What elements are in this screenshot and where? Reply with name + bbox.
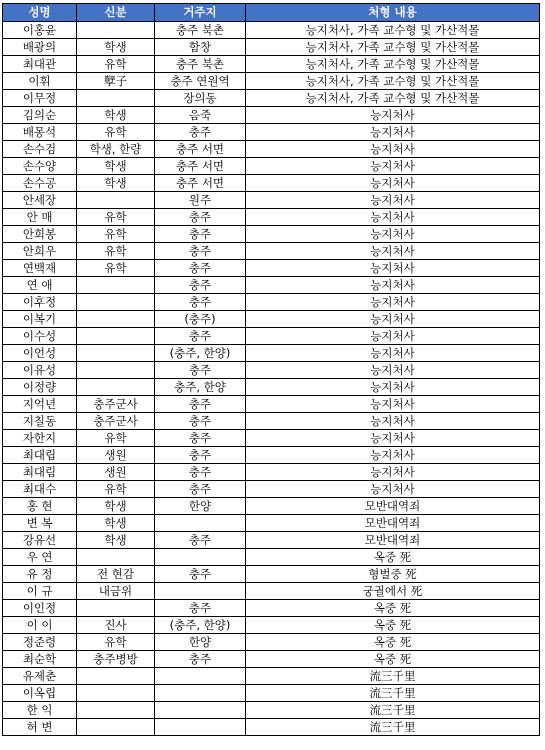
table-row bbox=[3, 583, 540, 600]
cell-residence: 충주, 한양 bbox=[155, 379, 246, 396]
cell-name: 한 익 bbox=[3, 702, 77, 719]
table-row bbox=[3, 192, 540, 209]
table-row bbox=[3, 549, 540, 566]
cell-punishment: 모반대역죄 bbox=[246, 515, 540, 532]
cell-name: 손수공 bbox=[3, 175, 77, 192]
table-row bbox=[3, 702, 540, 719]
cell-residence: 충주 bbox=[155, 328, 246, 345]
cell-residence bbox=[155, 583, 246, 600]
cell-status bbox=[77, 668, 155, 685]
table-row bbox=[3, 277, 540, 294]
cell-residence: (충주, 한양) bbox=[155, 617, 246, 634]
table-row bbox=[3, 73, 540, 90]
table-row bbox=[3, 158, 540, 175]
cell-punishment: 능지처사 bbox=[246, 294, 540, 311]
cell-name: 이홍윤 bbox=[3, 22, 77, 39]
cell-name: 안희봉 bbox=[3, 226, 77, 243]
cell-punishment: 능지처사 bbox=[246, 226, 540, 243]
header-status: 신분 bbox=[77, 4, 155, 22]
cell-name: 이옥립 bbox=[3, 685, 77, 702]
execution-table bbox=[2, 3, 540, 736]
cell-punishment: 능지처사 bbox=[246, 158, 540, 175]
cell-name: 배몽석 bbox=[3, 124, 77, 141]
cell-punishment: 능지처사 bbox=[246, 107, 540, 124]
cell-punishment: 모반대역죄 bbox=[246, 532, 540, 549]
cell-residence: 함창 bbox=[155, 39, 246, 56]
cell-residence: 충주 bbox=[155, 209, 246, 226]
cell-punishment: 능지처사 bbox=[246, 124, 540, 141]
cell-punishment: 옥중 死 bbox=[246, 651, 540, 668]
cell-name: 최대관 bbox=[3, 56, 77, 73]
cell-status bbox=[77, 345, 155, 362]
table-row bbox=[3, 226, 540, 243]
cell-name: 이유성 bbox=[3, 362, 77, 379]
cell-name: 강유선 bbox=[3, 532, 77, 549]
cell-residence: 충주 bbox=[155, 277, 246, 294]
cell-residence: 충주 bbox=[155, 294, 246, 311]
cell-name: 유 정 bbox=[3, 566, 77, 583]
cell-punishment: 옥중 死 bbox=[246, 549, 540, 566]
table-row bbox=[3, 328, 540, 345]
cell-residence: 충주 서면 bbox=[155, 175, 246, 192]
cell-residence: 한양 bbox=[155, 498, 246, 515]
cell-punishment: 능지처사 bbox=[246, 209, 540, 226]
table-row bbox=[3, 481, 540, 498]
cell-status: 유학 bbox=[77, 634, 155, 651]
table-row bbox=[3, 260, 540, 277]
cell-status: 학생 bbox=[77, 175, 155, 192]
cell-status: 유학 bbox=[77, 209, 155, 226]
cell-status: 유학 bbox=[77, 226, 155, 243]
cell-name: 이무정 bbox=[3, 90, 77, 107]
cell-status: 학생 bbox=[77, 158, 155, 175]
cell-status: 유학 bbox=[77, 243, 155, 260]
cell-residence: 충주 bbox=[155, 600, 246, 617]
cell-punishment: 능지처사 bbox=[246, 311, 540, 328]
cell-status: 유학 bbox=[77, 56, 155, 73]
cell-status bbox=[77, 549, 155, 566]
cell-name: 허 변 bbox=[3, 719, 77, 736]
cell-punishment: 옥중 死 bbox=[246, 634, 540, 651]
cell-punishment: 형벌중 死 bbox=[246, 566, 540, 583]
cell-status bbox=[77, 294, 155, 311]
table-row bbox=[3, 362, 540, 379]
cell-name: 안 매 bbox=[3, 209, 77, 226]
cell-name: 안세장 bbox=[3, 192, 77, 209]
cell-residence: 장의동 bbox=[155, 90, 246, 107]
cell-punishment: 옥중 死 bbox=[246, 600, 540, 617]
table-row bbox=[3, 345, 540, 362]
cell-status: 충주군사 bbox=[77, 413, 155, 430]
table-row bbox=[3, 566, 540, 583]
cell-status bbox=[77, 277, 155, 294]
cell-status: 학생 bbox=[77, 532, 155, 549]
table-row bbox=[3, 634, 540, 651]
header-row bbox=[3, 4, 540, 22]
cell-name: 최대수 bbox=[3, 481, 77, 498]
cell-status: 내금위 bbox=[77, 583, 155, 600]
table-row bbox=[3, 498, 540, 515]
cell-name: 김의순 bbox=[3, 107, 77, 124]
cell-status bbox=[77, 22, 155, 39]
cell-status: 전 현감 bbox=[77, 566, 155, 583]
table-row bbox=[3, 430, 540, 447]
table-row bbox=[3, 600, 540, 617]
table-row bbox=[3, 651, 540, 668]
cell-residence: 음죽 bbox=[155, 107, 246, 124]
cell-name: 연백재 bbox=[3, 260, 77, 277]
cell-punishment: 능지처사, 가족 교수형 및 가산적몰 bbox=[246, 73, 540, 90]
cell-residence: 충주 bbox=[155, 362, 246, 379]
cell-punishment: 능지처사 bbox=[246, 175, 540, 192]
cell-name: 배광의 bbox=[3, 39, 77, 56]
cell-residence: (충주) bbox=[155, 311, 246, 328]
cell-name: 지칠동 bbox=[3, 413, 77, 430]
cell-status: 유학 bbox=[77, 481, 155, 498]
table-row bbox=[3, 141, 540, 158]
cell-name: 연 애 bbox=[3, 277, 77, 294]
cell-name: 이복기 bbox=[3, 311, 77, 328]
table-row bbox=[3, 515, 540, 532]
cell-name: 이후정 bbox=[3, 294, 77, 311]
table-row bbox=[3, 90, 540, 107]
cell-residence: 충주 bbox=[155, 243, 246, 260]
table-row bbox=[3, 719, 540, 736]
cell-residence bbox=[155, 515, 246, 532]
cell-punishment: 능지처사 bbox=[246, 243, 540, 260]
cell-name: 최순학 bbox=[3, 651, 77, 668]
cell-residence: (충주, 한양) bbox=[155, 345, 246, 362]
table-row bbox=[3, 107, 540, 124]
table-row bbox=[3, 311, 540, 328]
table-row bbox=[3, 209, 540, 226]
cell-status: 학생 bbox=[77, 39, 155, 56]
cell-punishment: 능지처사, 가족 교수형 및 가산적몰 bbox=[246, 39, 540, 56]
cell-name: 지억년 bbox=[3, 396, 77, 413]
cell-name: 이정량 bbox=[3, 379, 77, 396]
cell-residence bbox=[155, 549, 246, 566]
cell-residence: 충주 bbox=[155, 532, 246, 549]
cell-residence: 충주 bbox=[155, 124, 246, 141]
cell-residence: 충주 서면 bbox=[155, 141, 246, 158]
cell-status bbox=[77, 702, 155, 719]
cell-status: 학생 bbox=[77, 515, 155, 532]
cell-status bbox=[77, 379, 155, 396]
cell-name: 홍 현 bbox=[3, 498, 77, 515]
cell-punishment: 능지처사 bbox=[246, 260, 540, 277]
cell-residence: 한양 bbox=[155, 634, 246, 651]
cell-residence: 충주 북촌 bbox=[155, 22, 246, 39]
cell-residence bbox=[155, 668, 246, 685]
cell-residence: 충주 서면 bbox=[155, 158, 246, 175]
cell-name: 이 규 bbox=[3, 583, 77, 600]
table-row bbox=[3, 532, 540, 549]
cell-status: 학생 bbox=[77, 107, 155, 124]
cell-status: 유학 bbox=[77, 430, 155, 447]
table-row bbox=[3, 243, 540, 260]
cell-status bbox=[77, 600, 155, 617]
cell-residence: 충주 bbox=[155, 464, 246, 481]
cell-residence: 원주 bbox=[155, 192, 246, 209]
cell-name: 이휘 bbox=[3, 73, 77, 90]
cell-punishment: 능지처사 bbox=[246, 328, 540, 345]
cell-status bbox=[77, 328, 155, 345]
cell-residence: 충주 bbox=[155, 447, 246, 464]
cell-name: 이수성 bbox=[3, 328, 77, 345]
cell-name: 이인정 bbox=[3, 600, 77, 617]
cell-residence: 충주 bbox=[155, 260, 246, 277]
cell-status: 진사 bbox=[77, 617, 155, 634]
table-row bbox=[3, 617, 540, 634]
cell-punishment: 능지처사 bbox=[246, 447, 540, 464]
table-row bbox=[3, 685, 540, 702]
cell-punishment: 능지처사 bbox=[246, 379, 540, 396]
table-row bbox=[3, 56, 540, 73]
cell-name: 변 복 bbox=[3, 515, 77, 532]
cell-punishment: 능지처사 bbox=[246, 413, 540, 430]
table-row bbox=[3, 294, 540, 311]
cell-punishment: 流三千里 bbox=[246, 668, 540, 685]
header-residence: 거주지 bbox=[155, 4, 246, 22]
cell-name: 최대립 bbox=[3, 447, 77, 464]
cell-residence bbox=[155, 702, 246, 719]
table-row bbox=[3, 447, 540, 464]
cell-status: 유학 bbox=[77, 260, 155, 277]
cell-name: 자한지 bbox=[3, 430, 77, 447]
cell-punishment: 능지처사 bbox=[246, 464, 540, 481]
cell-punishment: 流三千里 bbox=[246, 719, 540, 736]
cell-status: 孼子 bbox=[77, 73, 155, 90]
cell-name: 이언성 bbox=[3, 345, 77, 362]
cell-punishment: 능지처사 bbox=[246, 396, 540, 413]
cell-punishment: 능지처사, 가족 교수형 및 가산적몰 bbox=[246, 22, 540, 39]
cell-residence: 충주 bbox=[155, 226, 246, 243]
cell-punishment: 능지처사 bbox=[246, 481, 540, 498]
cell-punishment: 능지처사 bbox=[246, 362, 540, 379]
table-row bbox=[3, 22, 540, 39]
table-row bbox=[3, 124, 540, 141]
cell-status: 충주군사 bbox=[77, 396, 155, 413]
cell-status: 학생, 한량 bbox=[77, 141, 155, 158]
cell-name: 이 이 bbox=[3, 617, 77, 634]
table-row bbox=[3, 379, 540, 396]
cell-residence: 충주 bbox=[155, 651, 246, 668]
cell-status bbox=[77, 90, 155, 107]
cell-name: 정준령 bbox=[3, 634, 77, 651]
cell-status bbox=[77, 685, 155, 702]
cell-residence: 충주 bbox=[155, 481, 246, 498]
cell-punishment: 능지처사, 가족 교수형 및 가산적몰 bbox=[246, 90, 540, 107]
cell-punishment: 옥중 死 bbox=[246, 617, 540, 634]
cell-name: 손수검 bbox=[3, 141, 77, 158]
cell-punishment: 능지처사 bbox=[246, 345, 540, 362]
cell-punishment: 능지처사 bbox=[246, 141, 540, 158]
table-body bbox=[3, 22, 540, 736]
header-punishment: 처형 내용 bbox=[246, 4, 540, 22]
cell-status bbox=[77, 362, 155, 379]
cell-name: 최대림 bbox=[3, 464, 77, 481]
table-row bbox=[3, 175, 540, 192]
cell-punishment: 능지처사 bbox=[246, 277, 540, 294]
cell-name: 우 연 bbox=[3, 549, 77, 566]
cell-status: 생원 bbox=[77, 464, 155, 481]
cell-residence: 충주 북촌 bbox=[155, 56, 246, 73]
header-name: 성명 bbox=[3, 4, 77, 22]
cell-punishment: 궁궐에서 死 bbox=[246, 583, 540, 600]
cell-name: 유제춘 bbox=[3, 668, 77, 685]
cell-status bbox=[77, 192, 155, 209]
cell-punishment: 능지처사 bbox=[246, 430, 540, 447]
cell-status: 충주병방 bbox=[77, 651, 155, 668]
table-row bbox=[3, 464, 540, 481]
cell-name: 손수양 bbox=[3, 158, 77, 175]
table-row bbox=[3, 396, 540, 413]
cell-name: 안희우 bbox=[3, 243, 77, 260]
cell-punishment: 流三千里 bbox=[246, 685, 540, 702]
cell-punishment: 능지처사 bbox=[246, 192, 540, 209]
cell-punishment: 流三千里 bbox=[246, 702, 540, 719]
cell-residence: 충주 bbox=[155, 413, 246, 430]
cell-punishment: 능지처사, 가족 교수형 및 가산적몰 bbox=[246, 56, 540, 73]
cell-residence bbox=[155, 719, 246, 736]
table-row bbox=[3, 668, 540, 685]
cell-status bbox=[77, 311, 155, 328]
cell-residence bbox=[155, 685, 246, 702]
cell-residence: 충주 bbox=[155, 396, 246, 413]
cell-residence: 충주 연원역 bbox=[155, 73, 246, 90]
cell-status: 학생 bbox=[77, 498, 155, 515]
table-row bbox=[3, 413, 540, 430]
cell-status: 유학 bbox=[77, 124, 155, 141]
cell-status: 생원 bbox=[77, 447, 155, 464]
cell-residence: 충주 bbox=[155, 566, 246, 583]
cell-punishment: 모반대역죄 bbox=[246, 498, 540, 515]
table-row bbox=[3, 39, 540, 56]
cell-residence: 충주 bbox=[155, 430, 246, 447]
cell-status bbox=[77, 719, 155, 736]
